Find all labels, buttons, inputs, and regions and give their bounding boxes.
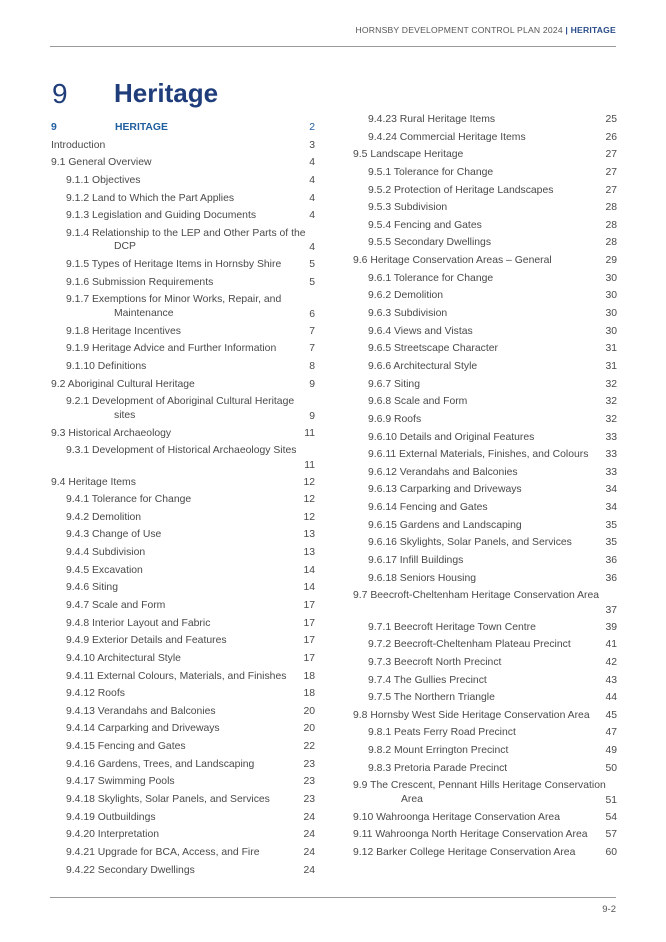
toc-entry-page: 17 — [303, 600, 315, 611]
toc-entry-title-continued: Maintenance — [114, 307, 174, 319]
toc-subsection-entry[interactable] — [51, 634, 315, 652]
toc-entry-page: 7 — [309, 325, 315, 337]
toc-subsection-entry[interactable] — [353, 501, 617, 519]
toc-subsection-entry[interactable] — [51, 511, 315, 529]
toc-entry-title: 9.8.1 Peats Ferry Road Precinct — [368, 727, 516, 739]
toc-subsection-entry[interactable] — [353, 219, 617, 237]
toc-entry-page: 33 — [605, 431, 617, 443]
toc-entry-title: 9.4.12 Roofs — [66, 688, 125, 700]
toc-subsection-entry[interactable] — [353, 113, 617, 131]
toc-entry-page: 11 — [304, 427, 315, 439]
toc-subsection-entry[interactable] — [51, 811, 315, 829]
toc-entry-title: 9.1.1 Objectives — [66, 174, 141, 186]
running-header — [355, 25, 616, 35]
toc-entry-title: 9.4.1 Tolerance for Change — [66, 494, 192, 506]
toc-entry-page: 9 — [309, 378, 315, 390]
toc-entry-page: 24 — [303, 811, 315, 823]
toc-entry-title: 9.4 Heritage Items — [51, 476, 136, 488]
toc-subsection-entry[interactable] — [353, 519, 617, 537]
toc-entry-title: 9.5 Landscape Heritage — [353, 149, 464, 161]
toc-entry-page: 33 — [605, 466, 617, 478]
toc-entry-title: 9.6.15 Gardens and Landscaping — [368, 519, 522, 531]
toc-entry-title: 9.5.4 Fencing and Gates — [368, 219, 482, 231]
toc-column-left — [51, 121, 315, 881]
toc-entry-title: 9.8.2 Mount Errington Precinct — [368, 745, 509, 757]
toc-entry-title: 9.6.2 Demolition — [368, 290, 444, 302]
toc-entry-title: 9.7.3 Beecroft North Precinct — [368, 656, 502, 668]
toc-entry-title: 9.1.10 Definitions — [66, 361, 147, 372]
toc-subsection-entry[interactable] — [353, 656, 617, 674]
toc-entry-page: 4 — [309, 174, 315, 186]
toc-entry-page: 20 — [303, 705, 315, 717]
toc-chapter-number: 9 — [51, 122, 57, 133]
toc-entry-page: 13 — [303, 529, 315, 541]
toc-subsection-entry[interactable] — [51, 493, 315, 511]
toc-subsection-entry[interactable] — [51, 293, 315, 324]
toc-entry-page: 50 — [605, 762, 617, 774]
toc-entry-title: 9.11 Wahroonga North Heritage Conservation Area — [353, 829, 588, 841]
toc-section-entry[interactable] — [353, 846, 617, 864]
toc-entry-title: 9.1.5 Types of Heritage Items in Hornsby Shire — [66, 259, 282, 271]
toc-entry-title: 9.5.3 Subdivision — [368, 202, 448, 214]
toc-entry-title: 9.3 Historical Archaeology — [51, 427, 172, 439]
toc-entry-page: 54 — [605, 811, 617, 823]
toc-entry-page: 5 — [309, 276, 315, 288]
toc-entry-title: 9.6.5 Streetscape Character — [368, 343, 498, 355]
toc-entry-title: 9.4.4 Subdivision — [66, 547, 146, 559]
toc-entry-title: 9.4.8 Interior Layout and Fabric — [66, 617, 211, 629]
toc-entry-page: 28 — [605, 202, 617, 214]
toc-subsection-entry[interactable] — [51, 775, 315, 793]
toc-entry-title: 9.4.6 Siting — [66, 582, 118, 594]
toc-entry-page: 17 — [303, 652, 315, 664]
toc-entry-title: 9.4.13 Verandahs and Balconies — [66, 705, 216, 717]
toc-entry-title: 9.6.18 Seniors Housing — [368, 572, 477, 584]
toc-subsection-entry[interactable] — [353, 691, 617, 709]
toc-subsection-entry[interactable] — [51, 325, 315, 343]
toc-entry-page: 25 — [605, 114, 617, 125]
toc-entry-page: 18 — [303, 670, 315, 682]
toc-entry-page: 4 — [309, 210, 315, 222]
toc-entry-title: 9.6.1 Tolerance for Change — [368, 272, 494, 284]
toc-section-entry[interactable] — [51, 156, 315, 174]
header-rule — [50, 46, 616, 47]
toc-entry-page: 22 — [303, 741, 315, 753]
toc-entry-title: 9.2 Aboriginal Cultural Heritage — [51, 378, 195, 390]
toc-subsection-entry[interactable] — [51, 192, 315, 210]
toc-entry-title: 9.4.3 Change of Use — [66, 529, 162, 541]
toc-subsection-entry[interactable] — [51, 846, 315, 864]
toc-subsection-entry[interactable] — [51, 617, 315, 635]
toc-subsection-entry[interactable] — [353, 674, 617, 692]
toc-entry-page: 32 — [605, 378, 617, 390]
toc-entry-title: 9.4.21 Upgrade for BCA, Access, and Fire — [66, 846, 260, 858]
toc-entry-title: 9.6.7 Siting — [368, 378, 420, 390]
toc-subsection-entry[interactable] — [353, 448, 617, 466]
toc-entry-page: 34 — [605, 502, 617, 514]
toc-subsection-entry[interactable] — [353, 726, 617, 744]
toc-entry-page: 20 — [303, 723, 315, 735]
toc-entry-page: 37 — [605, 604, 617, 616]
toc-entry-title: 9.5.5 Secondary Dwellings — [368, 237, 492, 249]
toc-entry-title: 9.4.7 Scale and Form — [66, 600, 166, 611]
toc-subsection-entry[interactable] — [353, 395, 617, 413]
toc-subsection-entry[interactable] — [51, 652, 315, 670]
toc-subsection-entry[interactable] — [353, 289, 617, 307]
toc-entry-title: 9.1.7 Exemptions for Minor Works, Repair, and — [66, 294, 282, 306]
toc-entry-page: 32 — [605, 396, 617, 408]
toc-section-entry[interactable] — [51, 139, 315, 157]
toc-entry-title: 9.4.16 Gardens, Trees, and Landscaping — [66, 758, 255, 770]
toc-subsection-entry[interactable] — [51, 687, 315, 705]
toc-entry-title: 9.12 Barker College Heritage Conservation Area — [353, 846, 576, 858]
toc-entry-title-continued: DCP — [114, 241, 136, 253]
toc-entry-title: 9.6.4 Views and Vistas — [368, 325, 473, 337]
toc-entry-title: 9.6.10 Details and Original Features — [368, 431, 535, 443]
toc-subsection-entry[interactable] — [353, 272, 617, 290]
toc-entry-page: 9 — [309, 410, 315, 422]
toc-entry-title: 9.8.3 Pretoria Parade Precinct — [368, 762, 508, 774]
toc-entry-title: 9.4.24 Commercial Heritage Items — [368, 131, 526, 143]
toc-subsection-entry[interactable] — [51, 722, 315, 740]
toc-entry-page: 34 — [605, 484, 617, 496]
toc-entry-page: 41 — [605, 639, 617, 651]
toc-entry-title: 9.6.11 External Materials, Finishes, and Colours — [368, 449, 589, 461]
toc-entry-page: 12 — [303, 476, 315, 488]
toc-entry-page: 31 — [605, 343, 617, 355]
toc-entry-title: 9.4.18 Skylights, Solar Panels, and Services — [66, 794, 270, 806]
toc-subsection-entry[interactable] — [353, 378, 617, 396]
toc-entry-title: 9.4.14 Carparking and Driveways — [66, 723, 220, 735]
toc-subsection-entry[interactable] — [51, 864, 315, 882]
toc-entry-title: 9.6.16 Skylights, Solar Panels, and Services — [368, 537, 572, 549]
toc-entry-page: 30 — [605, 290, 617, 302]
header-separator: | — [565, 25, 569, 35]
toc-entry-page: 17 — [303, 617, 315, 629]
toc-section-entry[interactable] — [353, 828, 617, 846]
toc-entry-page: 2 — [309, 122, 315, 133]
footer-rule — [50, 897, 616, 898]
toc-entry-title: Introduction — [51, 139, 106, 151]
toc-entry-page: 44 — [605, 692, 617, 704]
toc-entry-page: 4 — [309, 157, 315, 169]
toc-entry-page: 43 — [605, 674, 617, 686]
toc-entry-title: 9.4.10 Architectural Style — [66, 652, 181, 664]
toc-entry-title-continued — [66, 458, 297, 472]
toc-section-entry[interactable] — [51, 378, 315, 396]
toc-entry-title: 9.7.2 Beecroft-Cheltenham Plateau Precinct — [368, 639, 571, 651]
toc-subsection-entry[interactable] — [353, 413, 617, 431]
toc-subsection-entry[interactable] — [51, 828, 315, 846]
toc-entry-page: 17 — [303, 635, 315, 647]
toc-entry-page: 11 — [304, 459, 315, 471]
toc-entry-page: 27 — [605, 184, 617, 196]
toc-entry-title: 9.6.13 Carparking and Driveways — [368, 484, 522, 496]
toc-entry-title: 9.6 Heritage Conservation Areas – General — [353, 255, 552, 267]
toc-entry-title: 9.7.4 The Gullies Precinct — [368, 674, 487, 686]
toc-entry-title: 9.5.1 Tolerance for Change — [368, 166, 494, 178]
toc-entry-page: 33 — [605, 449, 617, 461]
toc-subsection-entry[interactable] — [51, 564, 315, 582]
toc-section-entry[interactable] — [51, 476, 315, 494]
toc-entry-title: 9.6.17 Infill Buildings — [368, 555, 464, 567]
toc-entry-page: 39 — [605, 621, 617, 633]
toc-entry-title: 9.6.14 Fencing and Gates — [368, 502, 488, 514]
toc-entry-page: 27 — [605, 149, 617, 161]
toc-subsection-entry[interactable] — [353, 431, 617, 449]
toc-entry-page: 32 — [605, 413, 617, 425]
toc-entry-title: 9.3.1 Development of Historical Archaeology Sites — [66, 445, 297, 457]
toc-entry-title: 9.10 Wahroonga Heritage Conservation Area — [353, 811, 560, 823]
toc-entry-title: 9.6.12 Verandahs and Balconies — [368, 466, 518, 478]
toc-entry-page: 5 — [309, 259, 315, 271]
toc-entry-title: 9.4.23 Rural Heritage Items — [368, 114, 496, 125]
toc-chapter-entry[interactable] — [51, 121, 315, 139]
toc-entry-title: 9.1.2 Land to Which the Part Applies — [66, 192, 235, 204]
toc-entry-page: 23 — [303, 758, 315, 770]
toc-entry-page: 4 — [309, 242, 315, 254]
toc-entry-page: 42 — [605, 656, 617, 668]
toc-subsection-entry[interactable] — [353, 638, 617, 656]
toc-subsection-entry[interactable] — [51, 258, 315, 276]
toc-entry-page: 3 — [309, 139, 315, 151]
toc-subsection-entry[interactable] — [353, 325, 617, 343]
toc-entry-page: 12 — [303, 494, 315, 506]
toc-entry-page: 23 — [303, 776, 315, 788]
toc-section-entry[interactable] — [353, 811, 617, 829]
toc-subsection-entry[interactable] — [51, 758, 315, 776]
toc-subsection-entry[interactable] — [353, 554, 617, 572]
toc-entry-title: 9.4.2 Demolition — [66, 511, 142, 523]
toc-entry-page: 28 — [605, 237, 617, 249]
toc-entry-page: 24 — [303, 829, 315, 841]
chapter-title: Heritage — [114, 78, 219, 108]
toc-subsection-entry[interactable] — [51, 209, 315, 227]
toc-entry-title: 9.1 General Overview — [51, 157, 152, 169]
toc-subsection-entry[interactable] — [353, 342, 617, 360]
toc-entry-title: 9.4.22 Secondary Dwellings — [66, 864, 195, 876]
toc-entry-title: 9.9 The Crescent, Pennant Hills Heritage Conservation — [353, 780, 606, 792]
toc-entry-title: 9.7 Beecroft-Cheltenham Heritage Conservation Area — [353, 590, 600, 602]
toc-section-entry[interactable] — [353, 589, 617, 620]
toc-entry-page: 35 — [605, 519, 617, 531]
toc-entry-page: 26 — [605, 131, 617, 143]
toc-subsection-entry[interactable] — [51, 395, 315, 426]
toc-entry-page: 28 — [605, 219, 617, 231]
toc-entry-title-continued — [353, 603, 599, 617]
toc-chapter-title: HERITAGE — [115, 122, 168, 133]
toc-entry-page: 30 — [605, 325, 617, 337]
toc-entry-page: 8 — [309, 361, 315, 372]
toc-entry-title: 9.1.4 Relationship to the LEP and Other Parts of the — [66, 227, 306, 239]
toc-entry-page: 36 — [605, 572, 617, 584]
toc-subsection-entry[interactable] — [353, 762, 617, 780]
toc-subsection-entry[interactable] — [353, 166, 617, 184]
toc-subsection-entry[interactable] — [51, 276, 315, 294]
toc-entry-title: 9.8 Hornsby West Side Heritage Conservation Area — [353, 709, 590, 721]
toc-subsection-entry[interactable] — [51, 342, 315, 360]
toc-entry-title: 9.1.3 Legislation and Guiding Documents — [66, 210, 257, 222]
toc-entry-page: 51 — [605, 795, 617, 806]
toc-subsection-entry[interactable] — [353, 184, 617, 202]
toc-entry-page: 47 — [605, 727, 617, 739]
toc-subsection-entry[interactable] — [353, 131, 617, 149]
toc-subsection-entry[interactable] — [353, 483, 617, 501]
header-section: HERITAGE — [570, 25, 616, 35]
toc-entry-page: 12 — [303, 511, 315, 523]
toc-entry-title: 9.6.6 Architectural Style — [368, 360, 478, 372]
toc-subsection-entry[interactable] — [353, 201, 617, 219]
toc-entry-title: 9.4.15 Fencing and Gates — [66, 741, 186, 753]
toc-subsection-entry[interactable] — [51, 793, 315, 811]
toc-entry-title: 9.4.9 Exterior Details and Features — [66, 635, 227, 647]
toc-subsection-entry[interactable] — [353, 307, 617, 325]
toc-entry-title-continued: sites — [114, 409, 136, 421]
toc-entry-page: 35 — [605, 537, 617, 549]
toc-entry-title: 9.2.1 Development of Aboriginal Cultural Heritage — [66, 396, 295, 408]
toc-entry-page: 13 — [303, 547, 315, 559]
toc-subsection-entry[interactable] — [353, 466, 617, 484]
toc-entry-title-continued: Area — [401, 793, 423, 805]
toc-subsection-entry[interactable] — [51, 705, 315, 723]
toc-entry-page: 14 — [303, 564, 315, 576]
toc-subsection-entry[interactable] — [353, 621, 617, 639]
toc-entry-title: 9.4.19 Outbuildings — [66, 811, 156, 823]
toc-subsection-entry[interactable] — [51, 599, 315, 617]
toc-entry-title: 9.4.5 Excavation — [66, 564, 143, 576]
toc-entry-title: 9.1.6 Submission Requirements — [66, 276, 214, 288]
toc-entry-page: 14 — [303, 582, 315, 594]
toc-column-right — [353, 113, 617, 864]
toc-subsection-entry[interactable] — [51, 670, 315, 688]
toc-subsection-entry[interactable] — [51, 174, 315, 192]
toc-entry-page: 29 — [605, 255, 617, 267]
page-number: 9-2 — [602, 904, 616, 915]
toc-section-entry[interactable] — [51, 427, 315, 445]
toc-entry-title: 9.4.17 Swimming Pools — [66, 776, 175, 788]
toc-entry-page: 27 — [605, 166, 617, 178]
header-doc-title: HORNSBY DEVELOPMENT CONTROL PLAN 2024 — [355, 25, 563, 35]
toc-entry-title: 9.1.8 Heritage Incentives — [66, 325, 181, 337]
toc-subsection-entry[interactable] — [353, 236, 617, 254]
toc-subsection-entry[interactable] — [51, 528, 315, 546]
toc-entry-page: 18 — [303, 688, 315, 700]
toc-entry-page: 6 — [309, 309, 315, 321]
toc-subsection-entry[interactable] — [51, 444, 315, 475]
toc-entry-page: 45 — [605, 709, 617, 721]
toc-entry-page: 36 — [605, 555, 617, 567]
toc-entry-page: 49 — [605, 745, 617, 757]
toc-entry-page: 30 — [605, 272, 617, 284]
toc-entry-page: 4 — [309, 192, 315, 204]
toc-entry-title: 9.1.9 Heritage Advice and Further Information — [66, 343, 277, 355]
toc-subsection-entry[interactable] — [51, 227, 315, 258]
toc-subsection-entry[interactable] — [353, 744, 617, 762]
toc-entry-title: 9.6.8 Scale and Form — [368, 396, 468, 408]
toc-entry-title: 9.6.9 Roofs — [368, 413, 422, 425]
toc-entry-page: 24 — [303, 864, 315, 876]
toc-entry-title: 9.6.3 Subdivision — [368, 308, 448, 320]
toc-entry-page: 7 — [309, 343, 315, 355]
toc-entry-title: 9.4.20 Interpretation — [66, 829, 160, 841]
chapter-number: 9 — [52, 78, 68, 109]
toc-subsection-entry[interactable] — [353, 360, 617, 378]
toc-entry-title: 9.7.1 Beecroft Heritage Town Centre — [368, 621, 536, 633]
toc-subsection-entry[interactable] — [51, 581, 315, 599]
toc-subsection-entry[interactable] — [353, 536, 617, 554]
toc-entry-page: 57 — [605, 829, 617, 841]
toc-entry-page: 31 — [605, 360, 617, 372]
toc-subsection-entry[interactable] — [51, 360, 315, 378]
toc-entry-page: 30 — [605, 308, 617, 320]
toc-entry-page: 60 — [605, 846, 617, 858]
toc-entry-title: 9.5.2 Protection of Heritage Landscapes — [368, 184, 554, 196]
toc-section-entry[interactable] — [353, 779, 617, 810]
toc-section-entry[interactable] — [353, 709, 617, 727]
toc-entry-title: 9.7.5 The Northern Triangle — [368, 692, 495, 704]
toc-entry-page: 24 — [303, 846, 315, 858]
toc-entry-title: 9.4.11 External Colours, Materials, and Finishes — [66, 670, 287, 682]
toc-entry-page: 23 — [303, 794, 315, 806]
toc-subsection-entry[interactable] — [51, 740, 315, 758]
toc-section-entry[interactable] — [353, 148, 617, 166]
toc-section-entry[interactable] — [353, 254, 617, 272]
toc-subsection-entry[interactable] — [51, 546, 315, 564]
toc-subsection-entry[interactable] — [353, 572, 617, 590]
